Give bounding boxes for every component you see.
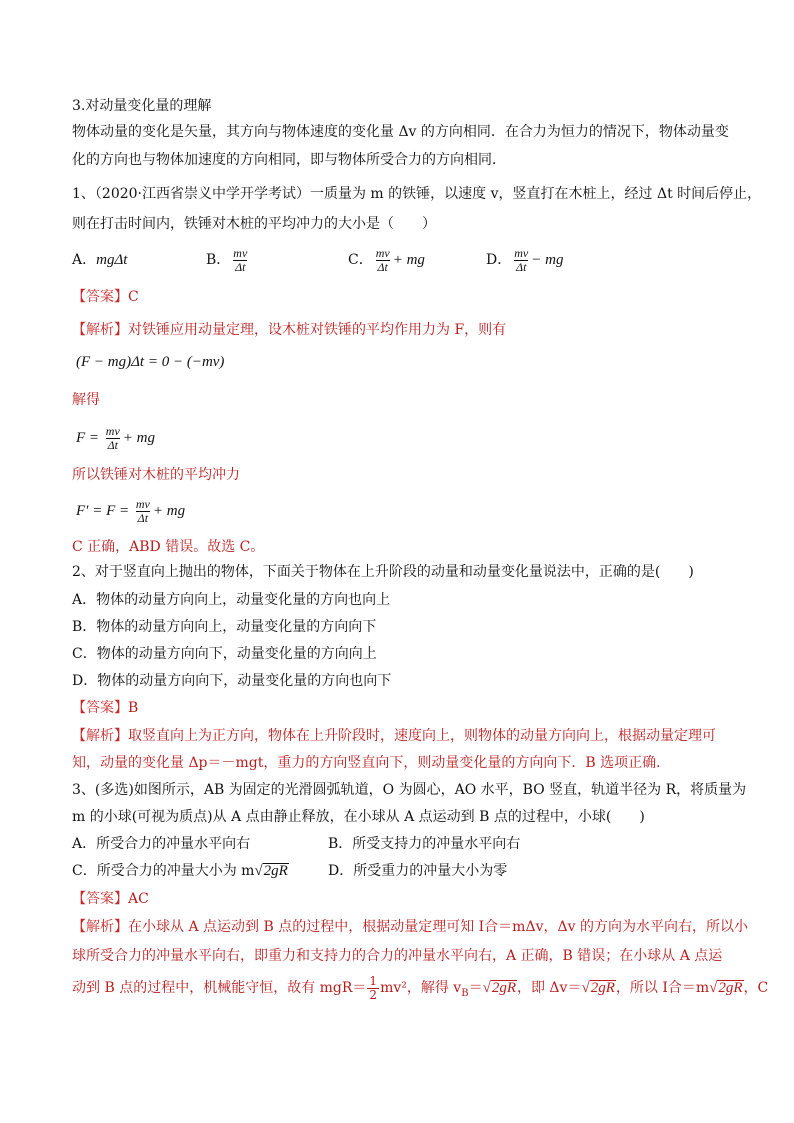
fraction: $\frac{mv}{\Delta t}$ (135, 497, 150, 526)
q3-option-c: C．所受合力的冲量大小为 m√2gR (72, 863, 288, 879)
q1-option-a: A．mgΔt (72, 252, 128, 268)
q3-answer: 【答案】AC (72, 891, 149, 907)
fraction: $\frac{1}{2}$ (369, 973, 378, 1002)
q1-option-d: D． $\frac{mv}{\Delta t}$ − mg (486, 245, 564, 274)
q3-analysis-line-1: 【解析】在小球从 A 点运动到 B 点的过程中，根据动量定理可知 I合＝mΔv，Δv 的方向为水平向右，所以小 (72, 919, 748, 935)
q1-so-label: 所以铁锤对木桩的平均冲力 (72, 467, 240, 483)
q1-conclusion: C 正确，ABD 错误。故选 C。 (72, 539, 265, 555)
q1-option-b: B． $\frac{mv}{\Delta t}$ (206, 245, 248, 274)
q2-option-b: B．物体的动量方向向上，动量变化量的方向向下 (72, 619, 377, 635)
q2-analysis-line-2: 知，动量的变化量 Δp＝－mgt，重力的方向竖直向下，则动量变化量的方向向下．B 选项正确． (72, 755, 671, 771)
fraction: $\frac{mv}{\Delta t}$ (514, 245, 529, 274)
q2-answer: 【答案】B (72, 700, 139, 716)
q2-analysis-line-1: 【解析】取竖直向上为正方向，物体在上升阶段时，速度向上，则物体的动量方向向上，根据动量定理可 (72, 728, 716, 744)
q1-analysis: 【解析】对铁锤应用动量定理，设木桩对铁锤的平均作用力为 F，则有 (72, 322, 507, 338)
fraction: $\frac{mv}{\Delta t}$ (105, 424, 120, 453)
section-heading: 3.对动量变化量的理解 (72, 98, 212, 114)
q1-option-c: C． $\frac{mv}{\Delta t}$ + mg (348, 245, 425, 274)
q3-stem-line-2: m 的小球(可视为质点)从 A 点由静止释放，在小球从 A 点运动到 B 点的过程中，小球( ) (72, 809, 645, 825)
q2-option-a: A．物体的动量方向向上，动量变化量的方向也向上 (72, 592, 391, 608)
q1-stem-line-1: 1、（2020·江西省崇义中学开学考试）一质量为 m 的铁锤，以速度 v，竖直打在木桩上，经过 Δt 时间后停止， (72, 186, 762, 202)
q1-equation-1: (F − mg)Δt = 0 − (−mv) (76, 354, 225, 370)
q3-analysis-line-3: 动到 B 点的过程中，机械能守恒，故有 mgR＝ $\frac{1}{2}$ mv²，解得 $v_B=√2gR$，即 Δv＝√2gR，所以 I合＝m√2gR，C (72, 973, 769, 1002)
fraction: $\frac{mv}{\Delta t}$ (233, 245, 248, 274)
q2-stem: 2、对于竖直向上抛出的物体，下面关于物体在上升阶段的动量和动量变化量说法中，正确的是( ) (72, 564, 694, 580)
q1-solve-label: 解得 (72, 392, 100, 408)
q1-equation-3: F′ = F = $\frac{mv}{\Delta t}$ + mg (76, 497, 186, 526)
q1-stem-line-2: 则在打击时间内，铁锤对木桩的平均冲力的大小是（ ） (72, 216, 436, 232)
q3-analysis-line-2: 球所受合力的冲量水平向右，即重力和支持力的合力的冲量水平向右，A 正确，B 错误；在小球从 A 点运 (72, 948, 723, 964)
q1-answer: 【答案】C (72, 289, 139, 305)
q3-stem-line-1: 3、(多选)如图所示，AB 为固定的光滑圆弧轨道，O 为圆心，AO 水平，BO 竖直，轨道半径为 R，将质量为 (72, 782, 747, 798)
q3-option-b: B．所受支持力的冲量水平向右 (328, 836, 521, 852)
q2-option-c: C．物体的动量方向向下，动量变化量的方向向上 (72, 646, 377, 662)
q1-equation-2: F = $\frac{mv}{\Delta t}$ + mg (76, 424, 156, 453)
q3-option-a: A．所受合力的冲量水平向右 (72, 836, 251, 852)
section-text-line-1: 物体动量的变化是矢量，其方向与物体速度的变化量 Δv 的方向相同．在合力为恒力的情况下，物体动量变 (72, 124, 729, 140)
q3-option-d: D．所受重力的冲量大小为零 (328, 863, 508, 879)
fraction: $\frac{mv}{\Delta t}$ (375, 245, 390, 274)
section-text-line-2: 化的方向也与物体加速度的方向相同，即与物体所受合力的方向相同． (72, 152, 506, 168)
q2-option-d: D．物体的动量方向向下，动量变化量的方向也向下 (72, 673, 392, 689)
